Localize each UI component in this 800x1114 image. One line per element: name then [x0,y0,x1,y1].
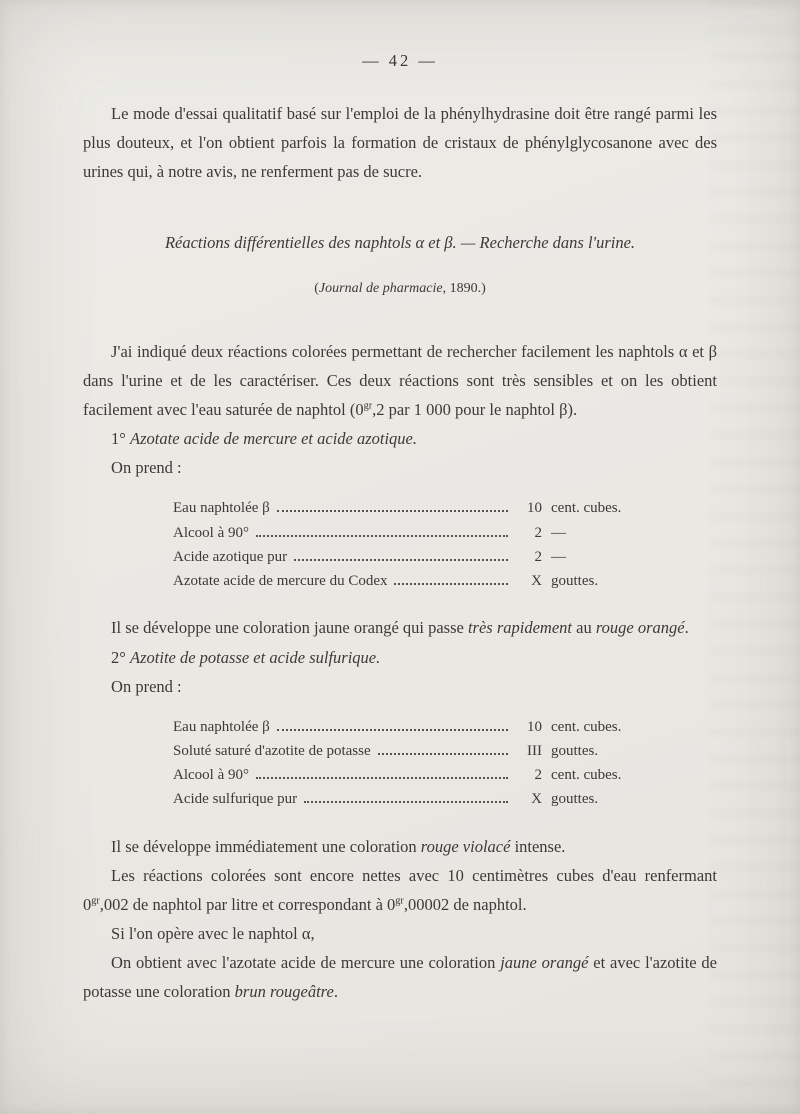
section-title: Réactions différentielles des naphtols α et β. — Recherche dans l'urine. [164,233,636,253]
recipe-row [173,545,647,569]
ingredient-label: Alcool à 90° [173,767,249,784]
source-citation: (Journal de pharmacie, 1890.) [314,280,486,296]
dot-leader [294,559,508,561]
quantity-unit: cent. cubes. [551,500,622,517]
page-number: — 42 — [362,51,438,70]
recipe-table-2 [173,715,647,812]
recipe-row [173,569,647,593]
page-content [83,0,717,1006]
ingredient-label: Eau naphtolée β [173,500,270,517]
dot-leader [304,801,508,803]
on-prend-2: On prend : [111,676,182,696]
paragraph-alpha-note: Si l'on opère avec le naphtol α, [111,923,315,943]
dot-leader [256,535,508,537]
paragraph-lead: J'ai indiqué deux réactions colorées permettant de rechercher facilement les naphtols α et β dans l'urine et de les caractériser. Ces deux réactions sont très sensibles et on les obtient facilement avec l'eau saturée de naphtol ($0^{gr},2$ par 1 000 pour le naphtol β). [83,342,717,420]
quantity-unit: — [551,548,566,565]
dot-leader [256,777,508,779]
recipe-row [173,739,647,763]
ingredient-label: Acide azotique pur [173,548,288,565]
paragraph-conclusion: On obtient avec l'azotate acide de mercure une coloration jaune orangé et avec l'azotite de potasse une coloration brun rougeâtre. [83,952,718,1001]
ingredient-label: Alcool à 90° [173,524,249,541]
quantity-unit: cent. cubes. [551,718,622,735]
quantity-value: 2 [534,524,542,541]
recipe-row [173,496,647,520]
paragraph-phenylhydrazine: Le mode d'essai qualitatif basé sur l'emploi de la phénylhydrasine doit être rangé parmi les plus douteux, et l'on obtient parfois la formation de cristaux de phénylglycosanone avec des urines qui, à notre avis, ne renferment pas de sucre. [83,104,717,182]
recipe-row [173,763,647,787]
recipe-row [173,521,647,545]
on-prend-1: On prend : [111,458,182,478]
quantity-value: 10 [527,718,542,735]
ingredient-label: Soluté saturé d'azotite de potasse [173,742,371,759]
quantity-value: 10 [527,500,542,517]
item1-title: 1° Azotate acide de mercure et acide azotique. [111,429,418,449]
dot-leader [394,583,508,585]
quantity-unit: gouttes. [551,791,599,808]
result-2: Il se développe immédiatement une coloration rouge violacé intense. [111,836,566,856]
recipe-row [173,715,647,739]
ingredient-label: Eau naphtolée β [173,718,270,735]
quantity-unit: gouttes. [551,573,599,590]
result-1: Il se développe une coloration jaune orangé qui passe très rapidement au rouge orangé. [111,618,689,638]
quantity-value: X [531,791,542,808]
dot-leader [277,510,508,512]
dot-leader [378,753,508,755]
ingredient-label: Azotate acide de mercure du Codex [173,573,388,590]
bleedthrough-artifact [710,0,800,1114]
item2-title: 2° Azotite de potasse et acide sulfurique. [111,647,381,667]
recipe-row [173,787,647,811]
paragraph-sensitivity: Les réactions colorées sont encore nettes avec 10 centimètres cubes d'eau renfermant $0^{gr},002$ de naphtol par litre et correspondant à $0^{gr},00002$ de naphtol. [83,865,717,914]
dot-leader [277,729,508,731]
recipe-table-1 [173,496,647,593]
quantity-value: 2 [534,548,542,565]
quantity-unit: cent. cubes. [551,767,622,784]
ingredient-label: Acide sulfurique pur [173,791,298,808]
quantity-value: III [527,742,542,759]
quantity-unit: — [551,524,566,541]
quantity-unit: gouttes. [551,742,599,759]
quantity-value: 2 [534,767,542,784]
quantity-value: X [531,573,542,590]
